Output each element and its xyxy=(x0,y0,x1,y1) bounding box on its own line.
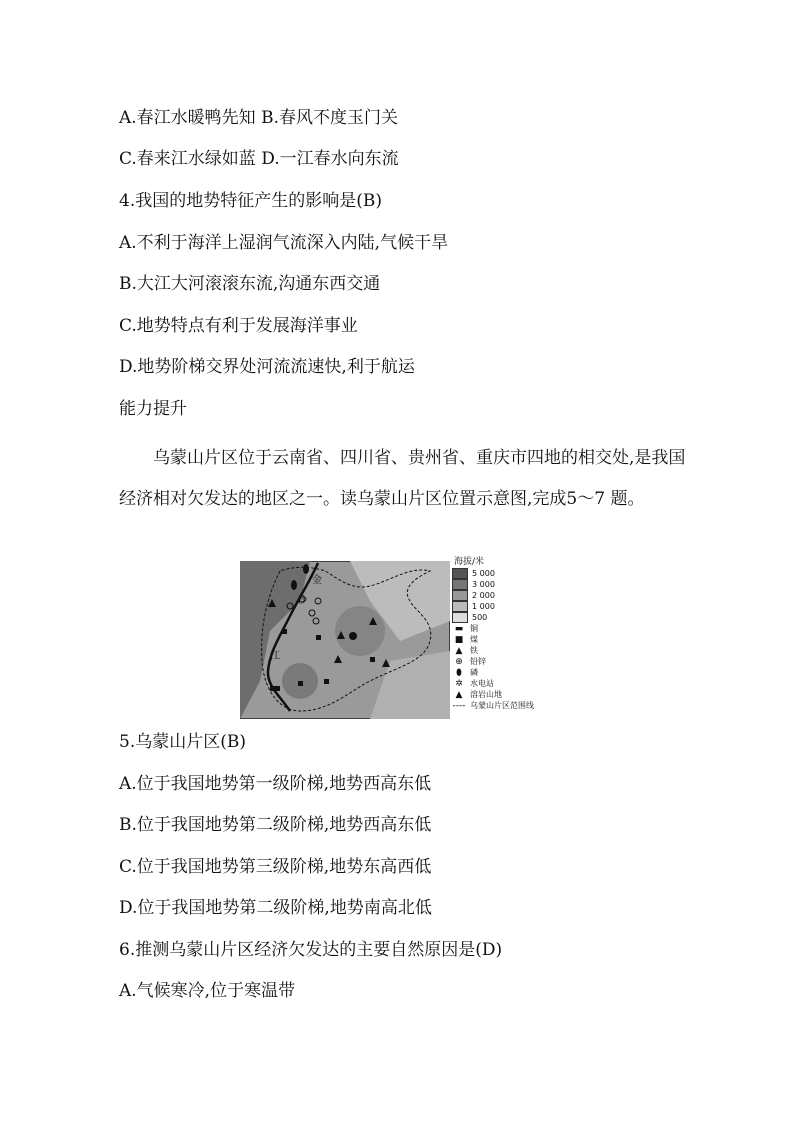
lead-zinc-icon: ⊕ xyxy=(455,656,463,667)
copper-icon: ▬ xyxy=(454,623,464,634)
iron-icon: ▲ xyxy=(455,645,463,656)
legend-title: 海拔/米 xyxy=(454,557,485,567)
phosphorus-icon: ⬮ xyxy=(456,667,462,678)
coal-icon xyxy=(324,679,329,684)
question-6-option-a: A.气候寒冷,位于寒温带 xyxy=(119,981,296,1001)
legend-elevation-5: 500 xyxy=(452,612,534,623)
legend-boundary: ---- 乌蒙山片区范围线 xyxy=(452,700,534,711)
coal-icon xyxy=(370,657,375,662)
lead-zinc-icon xyxy=(349,632,357,640)
elevation-swatch xyxy=(452,601,468,612)
river-label-jiang: 江 xyxy=(270,651,280,662)
legend-phosphorus: ⬮ 磷 xyxy=(452,667,534,678)
question-5-option-d: D.位于我国地势第二级阶梯,地势南高北低 xyxy=(119,898,432,918)
copper-icon xyxy=(270,686,280,691)
question-5-stem: 5.乌蒙山片区(B) xyxy=(119,732,246,752)
section-heading: 能力提升 xyxy=(119,399,187,419)
legend-hydropower: ✲ 水电站 xyxy=(452,678,534,689)
question-3-options-cd: C.春来江水绿如蓝 D.一江春水向东流 xyxy=(119,149,399,169)
question-3-options-ab: A.春江水暖鸭先知 B.春风不度玉门关 xyxy=(119,108,398,128)
question-5-option-b: B.位于我国地势第二级阶梯,地势西高东低 xyxy=(119,815,432,835)
river-label-jin: 金 xyxy=(312,575,322,586)
hydropower-icon: ✲ xyxy=(455,678,463,689)
legend-coal: ■ 煤 xyxy=(452,634,534,645)
question-4-option-d: D.地势阶梯交界处河流流速快,利于航运 xyxy=(119,357,415,377)
boundary-line-icon: ---- xyxy=(452,700,466,711)
phosphorus-icon xyxy=(303,564,309,574)
intro-paragraph: 乌蒙山片区位于云南省、四川省、贵州省、重庆市四地的相交处,是我国经济相对欠发达的地区之一。读乌蒙山片区位置示意图,完成5～7 题。 xyxy=(119,448,686,509)
map-graphic xyxy=(240,561,450,719)
question-4-option-c: C.地势特点有利于发展海洋事业 xyxy=(119,316,358,336)
legend-karst: ▲ 溶岩山地 xyxy=(452,689,534,700)
elevation-swatch xyxy=(452,568,468,579)
elevation-swatch xyxy=(452,612,468,623)
legend-elevation-3: 2 000 xyxy=(452,590,534,601)
question-4-option-b: B.大江大河滚滚东流,沟通东西交通 xyxy=(119,274,381,294)
legend-elevation-4: 1 000 xyxy=(452,601,534,612)
coal-icon xyxy=(316,635,321,640)
legend-copper: ▬ 铜 xyxy=(452,623,534,634)
question-5-option-c: C.位于我国地势第三级阶梯,地势东高西低 xyxy=(119,857,432,877)
legend-elevation-2: 3 000 xyxy=(452,579,534,590)
phosphorus-icon xyxy=(291,580,297,590)
legend-elevation-1: 5 000 xyxy=(452,568,534,579)
legend-iron: ▲ 铁 xyxy=(452,645,534,656)
elevation-swatch xyxy=(452,590,468,601)
river-label-sha: 沙 xyxy=(298,596,308,606)
coal-icon xyxy=(298,681,303,686)
elevation-swatch xyxy=(452,579,468,590)
question-5-option-a: A.位于我国地势第一级阶梯,地势西高东低 xyxy=(119,774,432,794)
question-6-stem: 6.推测乌蒙山片区经济欠发达的主要自然原因是(D) xyxy=(119,940,503,960)
legend-lead-zinc: ⊕ 铅锌 xyxy=(452,656,534,667)
question-4-option-a: A.不利于海洋上湿润气流深入内陆,气候干旱 xyxy=(119,233,449,253)
coal-icon xyxy=(282,629,287,634)
question-4-stem: 4.我国的地势特征产生的影响是(B) xyxy=(119,191,382,211)
karst-icon: ▲ xyxy=(455,689,463,700)
map-legend xyxy=(452,568,534,711)
coal-icon: ■ xyxy=(454,634,464,645)
